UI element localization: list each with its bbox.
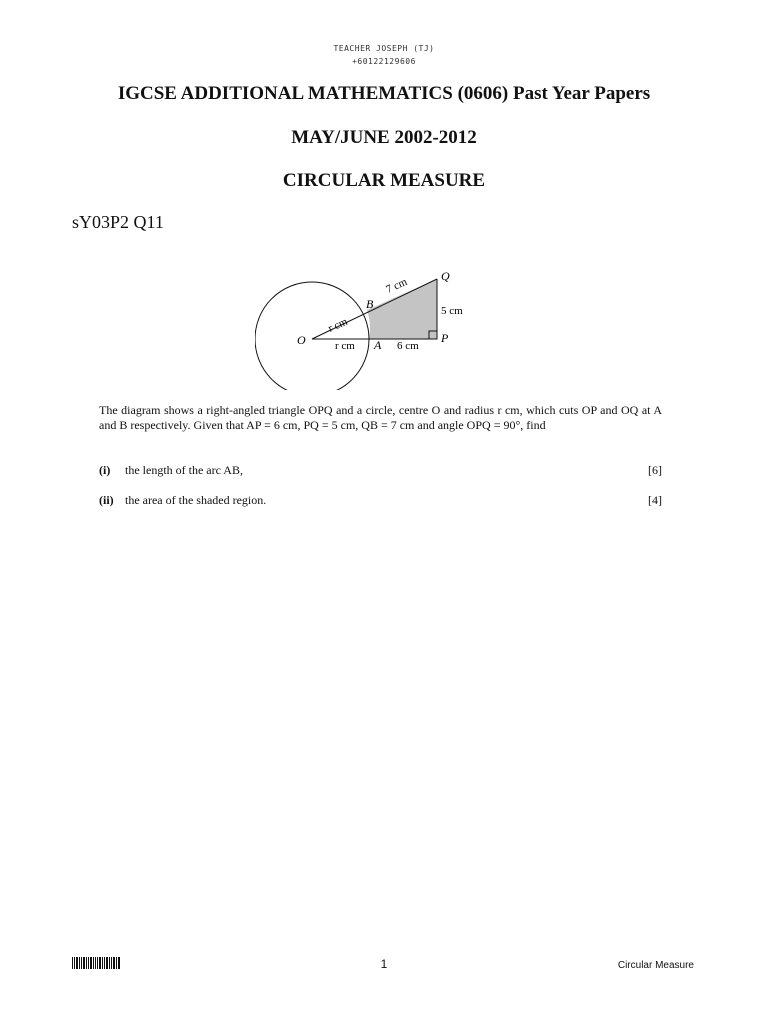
label-qb-length: 7 cm [384,275,410,296]
footer-title: Circular Measure [617,960,694,971]
label-oa-radius: r cm [335,340,355,352]
part-marks: [6] [648,463,662,477]
part-number: (ii) [99,493,114,507]
part-number: (i) [99,463,111,477]
question-text: The diagram shows a right-angled triangle OPQ and a circle, centre O and radius r cm, which cuts OP and OQ at A and B respectively. Given that AP = 6 cm, PQ = 5 cm, QB = 7 cm and angle OPQ = 90°, find [99,403,662,432]
question-part-2 [99,493,662,509]
document-title: IGCSE ADDITIONAL MATHEMATICS (0606) Past Year Papers [117,83,651,104]
label-b: B [366,297,374,311]
circle-triangle-diagram [255,260,675,390]
part-text: the area of the shaded region. [125,493,267,507]
teacher-phone: +60122129606 [352,57,416,66]
question-id: sY03P2 Q11 [72,212,164,232]
label-p: P [441,331,449,345]
label-pq-length: 5 cm [441,305,463,317]
circle-centre-o [255,282,369,390]
teacher-name: TEACHER JOSEPH (TJ) [333,44,435,53]
label-a: A [374,338,382,352]
label-o: O [297,333,306,347]
topic-title: CIRCULAR MEASURE [282,170,486,191]
document-years: MAY/JUNE 2002-2012 [291,127,477,148]
question-part-1 [99,463,662,479]
page-number: 1 [380,957,388,971]
label-ap-length: 6 cm [397,340,419,352]
label-q: Q [441,269,450,283]
part-marks: [4] [648,493,662,507]
label-ob-radius: r cm [326,315,350,335]
part-text: the length of the arc AB, [125,463,243,477]
